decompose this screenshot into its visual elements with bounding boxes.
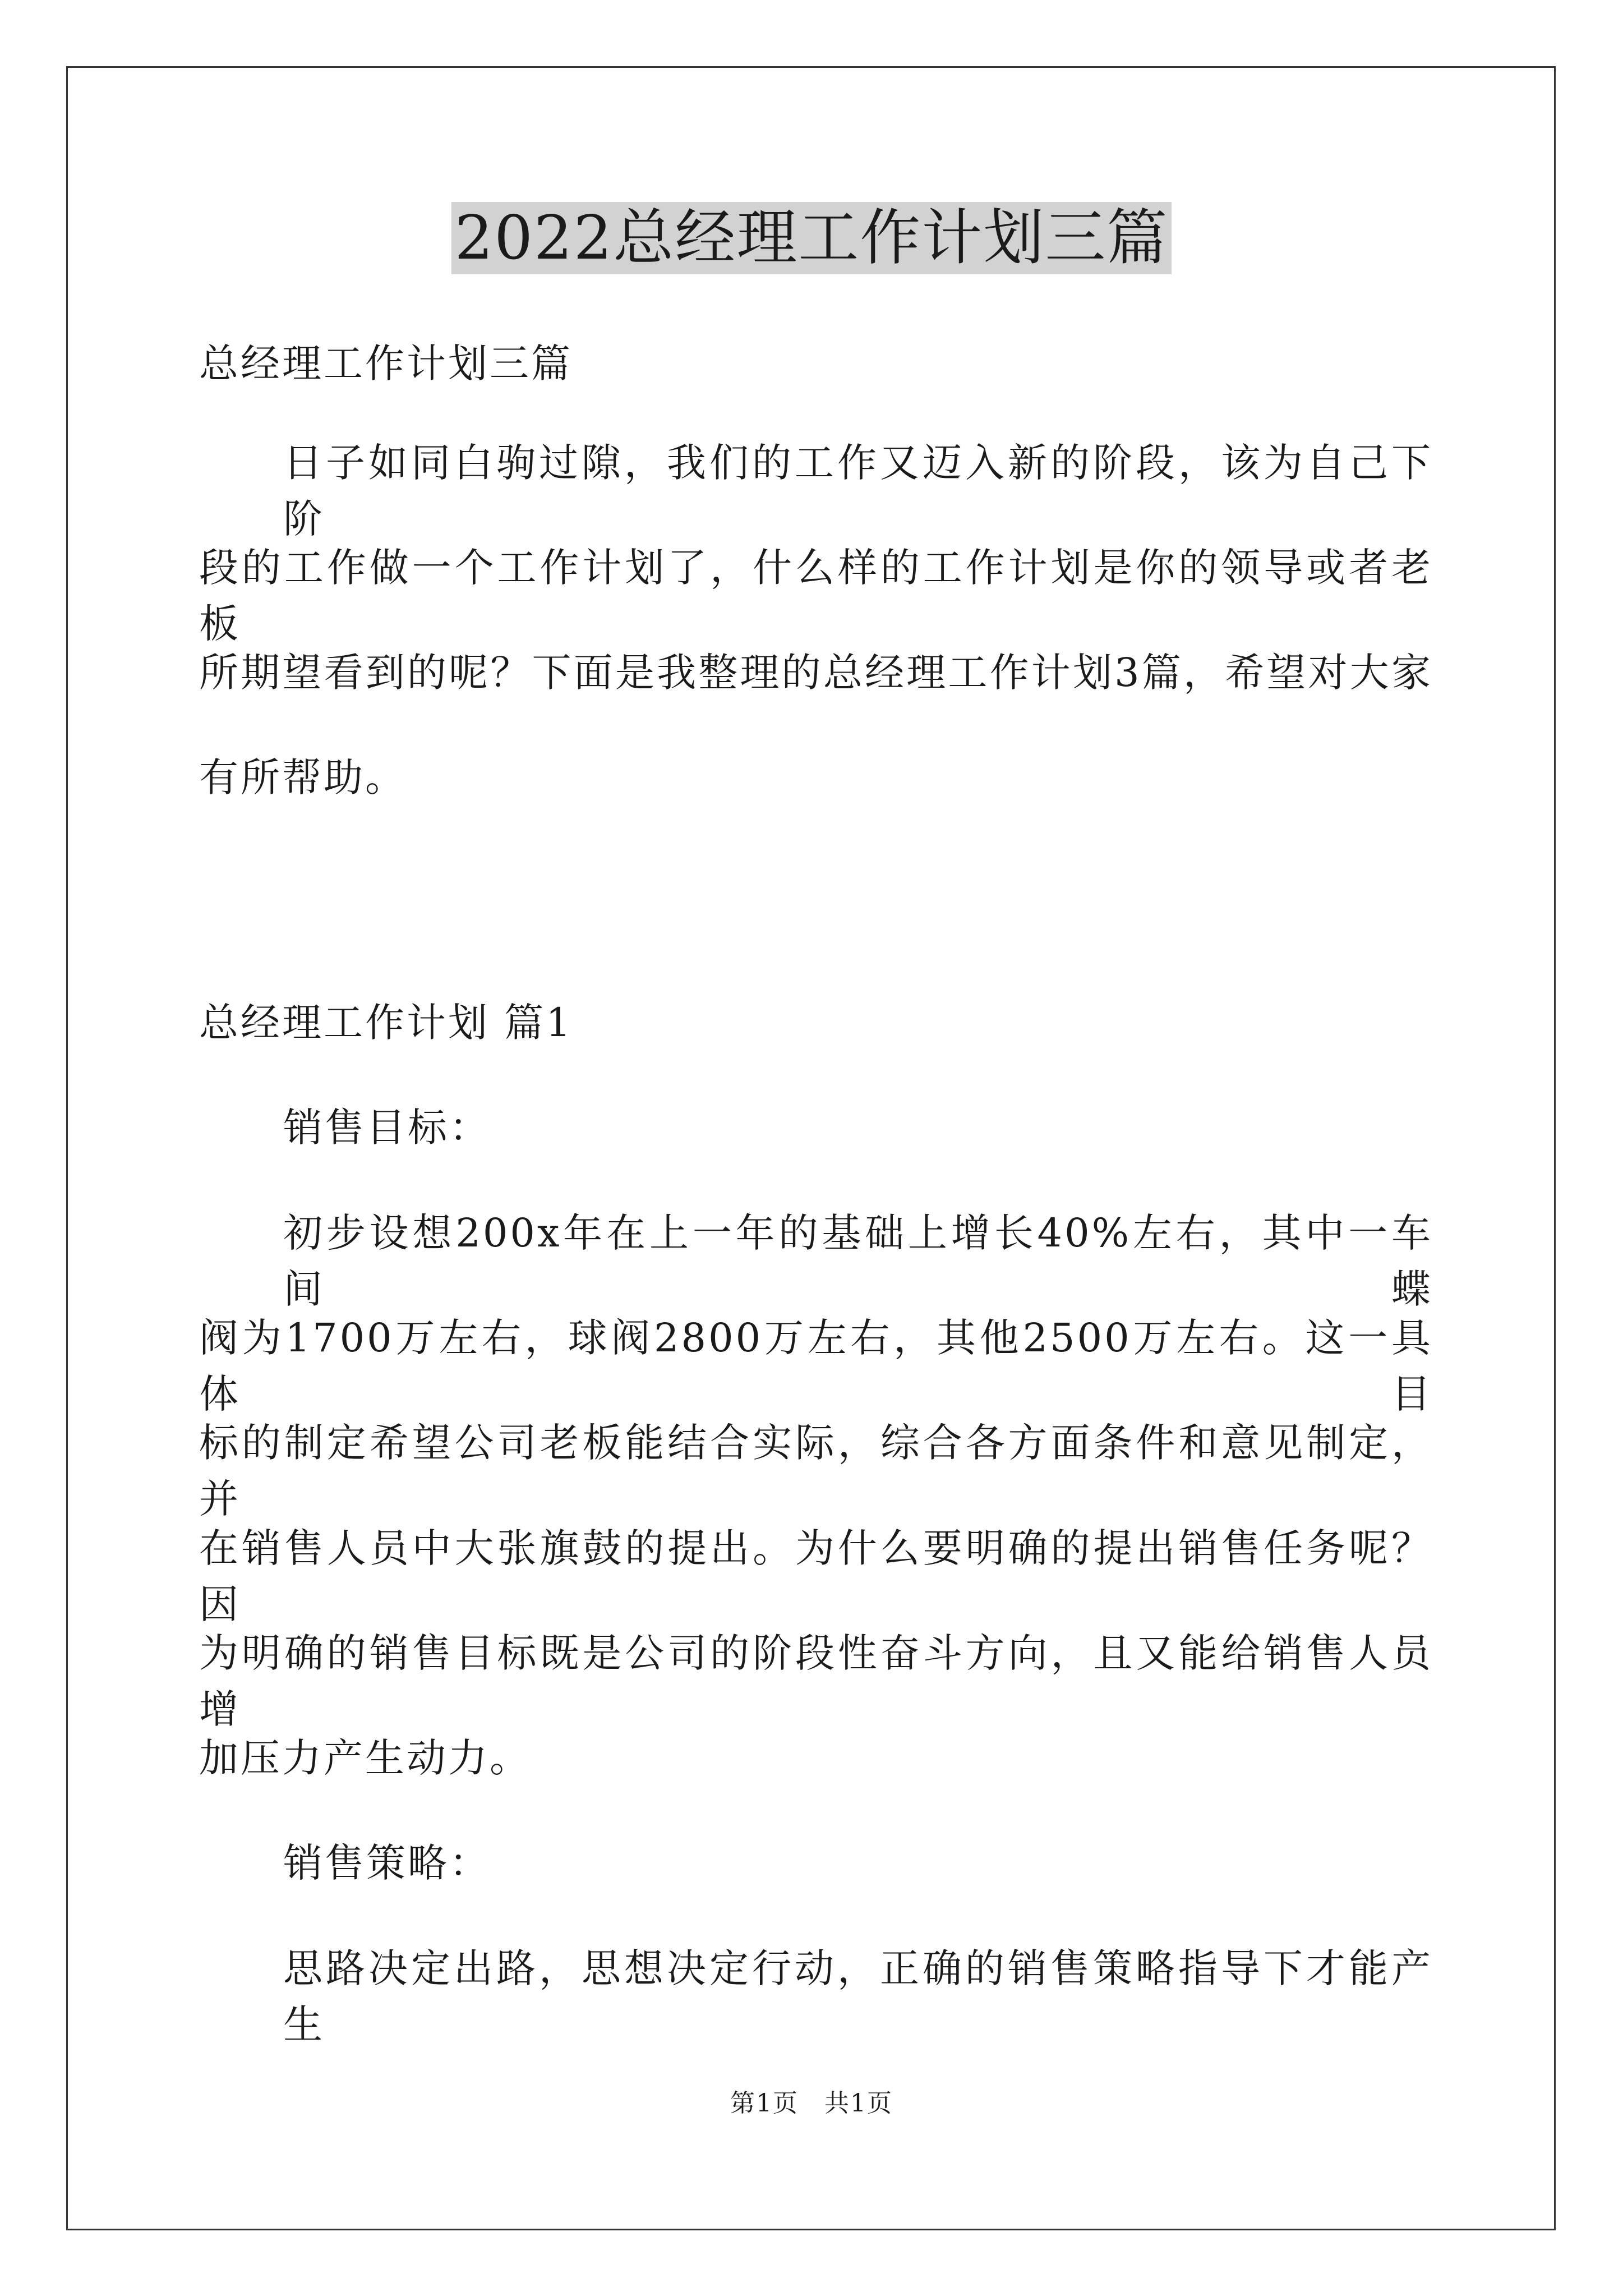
sales-strategy-heading: 销售策略： (283, 1840, 491, 1886)
subtitle-line: 总经理工作计划三篇 (199, 341, 573, 386)
body-line-2: 阀为1700万左右，球阀2800万左右，其他2500万左右。这一具体目 (199, 1315, 1433, 1417)
intro-line-3: 所期望看到的呢？下面是我整理的总经理工作计划3篇，希望对大家 (199, 650, 1433, 696)
strategy-line-1: 思路决定出路，思想决定行动，正确的销售策略指导下才能产生 (283, 1945, 1433, 2047)
document-title-text: 2022总经理工作计划三篇 (451, 202, 1172, 274)
body-line-5: 为明确的销售目标既是公司的阶段性奋斗方向，且又能给销售人员增 (199, 1630, 1433, 1732)
body-line-4: 在销售人员中大张旗鼓的提出。为什么要明确的提出销售任务呢？因 (199, 1525, 1433, 1627)
sales-target-heading: 销售目标： (283, 1105, 491, 1151)
intro-line-2: 段的工作做一个工作计划了，什么样的工作计划是你的领导或者老板 (199, 545, 1433, 647)
body-line-3: 标的制定希望公司老板能结合实际，综合各方面条件和意见制定，并 (199, 1420, 1433, 1522)
intro-line-4: 有所帮助。 (199, 754, 407, 800)
document-title (0, 196, 1623, 280)
page-footer: 第1页 共1页 (730, 2089, 893, 2118)
section-heading: 总经理工作计划 篇1 (199, 1000, 573, 1046)
body-line-6: 加压力产生动力。 (199, 1735, 531, 1781)
body-line-1: 初步设想200x年在上一年的基础上增长40%左右，其中一车间蝶 (283, 1210, 1433, 1312)
intro-line-1: 日子如同白驹过隙，我们的工作又迈入新的阶段，该为自己下阶 (283, 440, 1433, 542)
